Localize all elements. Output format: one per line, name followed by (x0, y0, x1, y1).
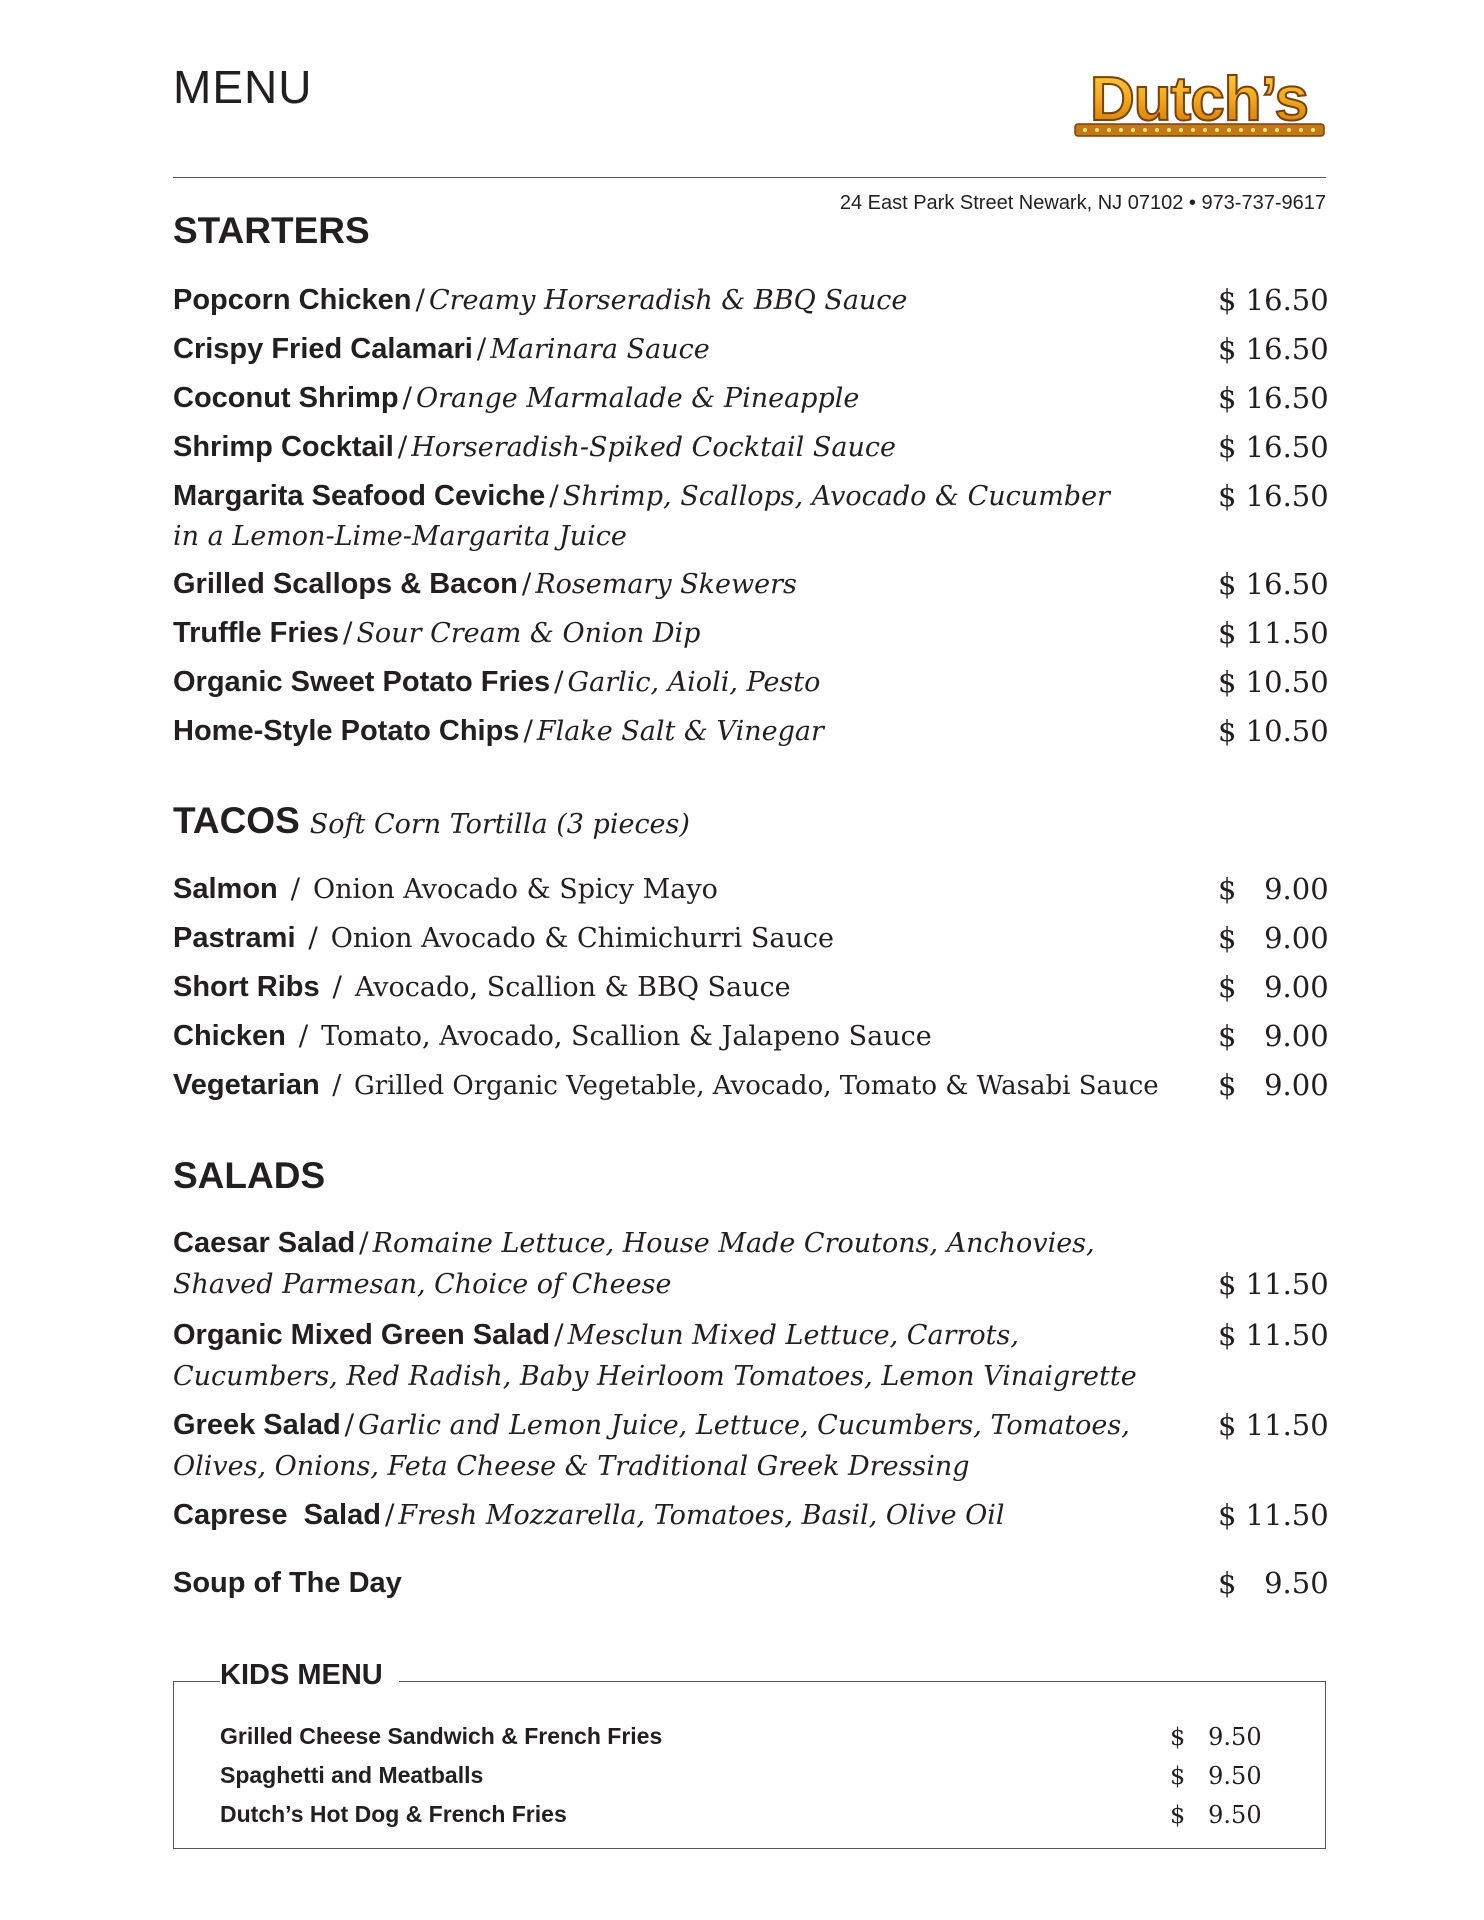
item-price: $ 11.50 (1218, 1498, 1329, 1532)
item-name: Home-Style Potato Chips (173, 715, 520, 747)
item-price: $ 16.50 (1218, 332, 1329, 366)
kids-menu-item (220, 1801, 1270, 1828)
item-price: $ 9.00 (1218, 1068, 1329, 1102)
item-name: Margarita Seafood Ceviche (173, 480, 546, 512)
kids-menu-title: KIDS MENU (220, 1659, 399, 1692)
item-name: Organic Sweet Potato Fries (173, 666, 551, 698)
item-name: Shrimp Cocktail (173, 431, 394, 463)
item-desc: Sour Cream & Onion Dip (356, 618, 701, 649)
section-title-tacos (173, 800, 690, 842)
item-name: Vegetarian (173, 1069, 320, 1101)
item-desc: Fresh Mozzarella, Tomatoes, Basil, Olive Oil (398, 1500, 1005, 1531)
item-name: Dutch’s Hot Dog & French Fries (220, 1801, 567, 1827)
item-name: Organic Mixed Green Salad (173, 1319, 551, 1351)
item-price: $ 11.50 (1218, 616, 1329, 650)
item-desc: Romaine Lettuce, House Made Croutons, Anchovies, (372, 1228, 1095, 1259)
item-price: $ 9.00 (1218, 1019, 1329, 1053)
item-name: Coconut Shrimp (173, 382, 399, 414)
section-title-starters: STARTERS (173, 210, 370, 251)
item-price: $ 11.50 (1218, 1408, 1329, 1442)
item-desc-line2: Olives, Onions, Feta Cheese & Traditional Greek Dressing (173, 1451, 970, 1482)
item-price: $ 16.50 (1218, 381, 1329, 415)
item-desc-line2: Shaved Parmesan, Choice of Cheese (173, 1269, 672, 1300)
item-desc: Marinara Sauce (490, 334, 710, 365)
item-name: Grilled Scallops & Bacon (173, 568, 518, 600)
item-name: Chicken (173, 1020, 286, 1052)
item-desc: Garlic, Aioli, Pesto (567, 667, 821, 698)
item-desc: Grilled Organic Vegetable, Avocado, Tomato & Wasabi Sauce (353, 1071, 1159, 1101)
item-price: $ 9.50 (1218, 1566, 1329, 1600)
item-price: $ 11.50 (1218, 1318, 1329, 1352)
item-name: Caesar Salad (173, 1227, 356, 1259)
item-price: $ 16.50 (1218, 479, 1329, 513)
item-price: $ 11.50 (1218, 1267, 1329, 1301)
restaurant-address: 24 East Park Street Newark, NJ 07102 • 973-737-9617 (839, 192, 1326, 214)
logo-text: Dutch’s (1089, 65, 1309, 134)
item-price: $ 9.50 (1170, 1723, 1262, 1751)
item-desc: Creamy Horseradish & BBQ Sauce (428, 285, 908, 316)
item-name: Crispy Fried Calamari (173, 333, 473, 365)
item-name: Pastrami (173, 922, 296, 954)
item-price: $ 9.50 (1170, 1762, 1262, 1790)
item-price: $ 10.50 (1218, 665, 1329, 699)
item-name: Grilled Cheese Sandwich & French Fries (220, 1723, 663, 1749)
item-price: $ 9.00 (1218, 872, 1329, 906)
item-name: Salmon (173, 873, 278, 905)
kids-menu-item (220, 1762, 1270, 1789)
header-divider (173, 177, 1326, 178)
item-desc-line2: Cucumbers, Red Radish, Baby Heirloom Tomatoes, Lemon Vinaigrette (173, 1361, 1137, 1392)
item-desc: Tomato, Avocado, Scallion & Jalapeno Sauce (321, 1021, 932, 1052)
item-desc-line2: in a Lemon-Lime-Margarita Juice (173, 521, 627, 552)
item-name: Popcorn Chicken (173, 284, 412, 316)
section-title-salads: SALADS (173, 1155, 326, 1196)
item-name: Caprese Salad (173, 1499, 381, 1531)
item-desc: Garlic and Lemon Juice, Lettuce, Cucumbers, Tomatoes, (358, 1410, 1130, 1441)
item-desc: Horseradish-Spiked Cocktail Sauce (411, 432, 896, 463)
item-name: Greek Salad (173, 1409, 341, 1441)
page-title: MENU (173, 61, 313, 113)
item-desc: Onion Avocado & Spicy Mayo (312, 874, 718, 905)
item-price: $ 9.00 (1218, 921, 1329, 955)
item-desc: Avocado, Scallion & BBQ Sauce (354, 972, 791, 1003)
item-name: Spaghetti and Meatballs (220, 1762, 484, 1788)
tacos-title: TACOS (173, 800, 300, 841)
item-desc: Mesclun Mixed Lettuce, Carrots, (567, 1320, 1019, 1351)
item-name: Truffle Fries (173, 617, 339, 649)
dutchs-logo (1073, 62, 1326, 142)
item-name: Short Ribs (173, 971, 320, 1003)
item-price: $ 9.00 (1218, 970, 1329, 1004)
item-price: $ 16.50 (1218, 430, 1329, 464)
item-desc: Flake Salt & Vinegar (536, 716, 824, 747)
item-price: $ 10.50 (1218, 714, 1329, 748)
item-desc: Rosemary Skewers (535, 569, 797, 600)
item-price: $ 16.50 (1218, 283, 1329, 317)
kids-menu-item (220, 1723, 1270, 1750)
item-price: $ 9.50 (1170, 1801, 1262, 1829)
item-name: Soup of The Day (173, 1567, 402, 1599)
tacos-subtitle: Soft Corn Tortilla (3 pieces) (309, 809, 690, 840)
item-desc: Orange Marmalade & Pineapple (415, 383, 860, 414)
item-price: $ 16.50 (1218, 567, 1329, 601)
item-desc: Shrimp, Scallops, Avocado & Cucumber (562, 481, 1110, 512)
item-desc: Onion Avocado & Chimichurri Sauce (330, 923, 834, 954)
